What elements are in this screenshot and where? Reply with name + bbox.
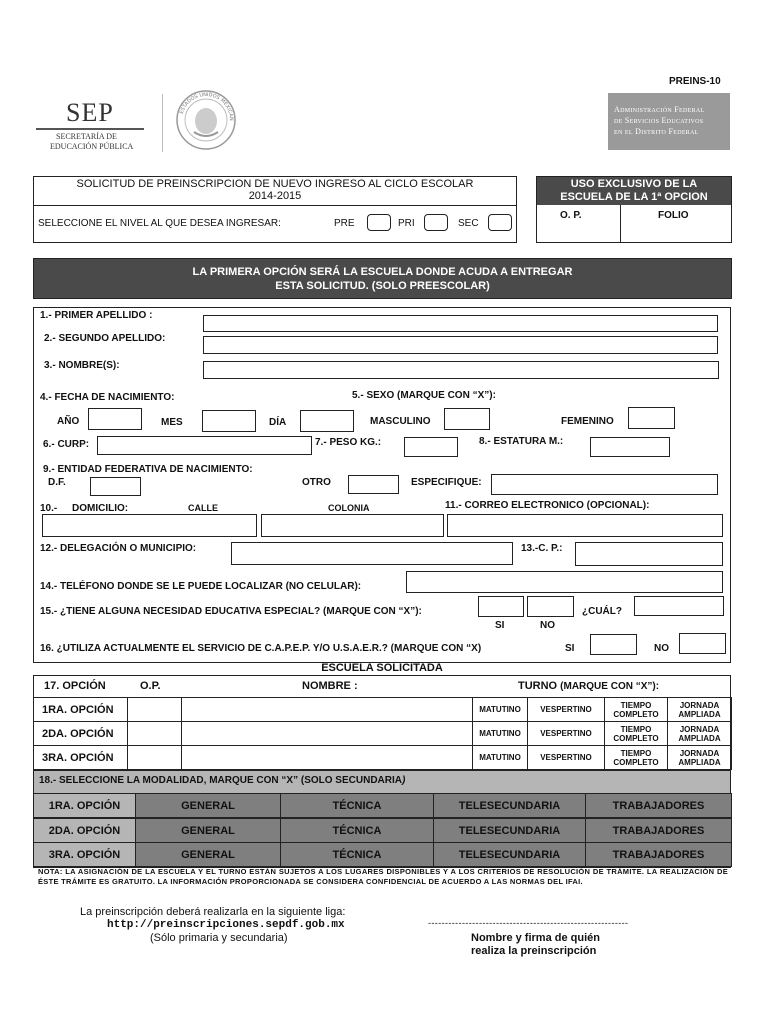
sep-logo [36, 98, 154, 154]
folio-label: FOLIO [658, 210, 689, 221]
link-note: (Sólo primaria y secundaria) [150, 932, 288, 944]
mexico-seal [174, 88, 238, 152]
school-row-vespertino[interactable]: VESPERTINO [527, 721, 605, 746]
school-row-jornada-ampliada[interactable] [667, 721, 732, 746]
modality-title-bar [34, 771, 730, 793]
instruction-banner [33, 258, 732, 299]
level-pri-checkbox[interactable] [424, 214, 448, 231]
mes-input[interactable] [202, 410, 256, 432]
school-row-label: 3RA. OPCIÓN [33, 745, 128, 770]
anio-input[interactable] [88, 408, 142, 430]
exclusive-divider [620, 205, 621, 243]
necesidad-no-checkbox[interactable] [527, 596, 574, 617]
capep-si-checkbox[interactable] [590, 634, 637, 655]
sep-logo-rule [36, 128, 144, 130]
level-prompt: SELECCIONE EL NIVEL AL QUE DESEA INGRESAR: [38, 218, 281, 229]
modality-tecnica[interactable]: TÉCNICA [280, 818, 434, 843]
admin-federal-logo [608, 93, 730, 150]
primer-apellido-input[interactable] [203, 315, 718, 332]
banner-line1: LA PRIMERA OPCIÓN SERÁ LA ESCUELA DONDE ACUDA A ENTREGAR [192, 266, 573, 278]
delegacion-input[interactable] [231, 542, 513, 565]
school-row-op-input[interactable] [127, 745, 182, 770]
school-row-jornada-ampliada-line1: JORNADA [679, 748, 720, 758]
school-row-jornada-ampliada-line2: AMPLIADA [678, 733, 721, 743]
exclusive-line2: ESCUELA DE LA 1ª OPCION [560, 191, 708, 203]
school-row-jornada-ampliada[interactable] [667, 745, 732, 770]
peso-input[interactable] [404, 437, 458, 457]
turno-header [518, 680, 659, 692]
nombre-header: NOMBRE : [302, 680, 358, 692]
masculino-checkbox[interactable] [444, 408, 490, 430]
necesidad-si-checkbox[interactable] [478, 596, 524, 617]
school-row-jornada-ampliada-line1: JORNADA [679, 700, 720, 710]
escuela-solicitada-title: ESCUELA SOLICITADA [321, 662, 443, 674]
form-title-line2: 2014-2015 [248, 190, 302, 202]
capep-no-label: NO [654, 643, 669, 654]
school-row-jornada-ampliada-line2: AMPLIADA [678, 757, 721, 767]
school-row-tiempo-completo[interactable] [604, 721, 668, 746]
school-row-nombre-input[interactable] [181, 697, 473, 722]
svg-text:ESTADOS UNIDOS MEXICANOS: ESTADOS UNIDOS MEXICAN [178, 91, 235, 121]
level-pre-checkbox[interactable] [367, 214, 391, 231]
curp-label: 6.- CURP: [43, 439, 90, 450]
mes-label: MES [161, 417, 183, 428]
modality-telesecundaria[interactable]: TELESECUNDARIA [433, 842, 586, 867]
cp-label: 13.-C. P.: [521, 543, 563, 554]
sep-logo-subtitle-1: SECRETARÍA DE [56, 132, 117, 141]
curp-input[interactable] [97, 436, 312, 455]
femenino-checkbox[interactable] [628, 407, 675, 429]
peso-label: 7.- PESO KG.: [315, 437, 382, 448]
level-pri-label: PRI [398, 218, 415, 229]
level-sec-checkbox[interactable] [488, 214, 512, 231]
school-row-jornada-ampliada-line1: JORNADA [679, 724, 720, 734]
calle-label: CALLE [188, 503, 218, 513]
necesidad-si-label: SI [495, 620, 505, 631]
turno-header-note: (MARQUE CON “X”): [560, 681, 660, 692]
school-row-tiempo-completo-line2: COMPLETO [613, 733, 659, 743]
telefono-label: 14.- TELÉFONO DONDE SE LE PUEDE LOCALIZAR (NO CELULAR): [40, 581, 362, 592]
school-row-tiempo-completo-line1: TIEMPO [620, 724, 652, 734]
modality-title-end: ) [401, 775, 406, 786]
telefono-input[interactable] [406, 571, 723, 593]
sep-logo-text: SEP [66, 98, 114, 127]
modality-trabajadores[interactable]: TRABAJADORES [585, 818, 732, 843]
domicilio-number: 10.- [40, 503, 58, 514]
nombre-input[interactable] [203, 361, 719, 379]
admin-line-1: Administración Federal [614, 105, 705, 114]
estatura-input[interactable] [590, 437, 670, 457]
modality-general[interactable]: GENERAL [135, 818, 281, 843]
fecha-nacimiento-label: 4.- FECHA DE NACIMIENTO: [40, 392, 175, 403]
cual-label: ¿CUÁL? [582, 606, 622, 617]
op-label: O. P. [560, 210, 582, 221]
segundo-apellido-input[interactable] [203, 336, 718, 354]
footer-note: NOTA: LA ASIGNACIÓN DE LA ESCUELA Y EL TURNO ESTÁN SUJETOS A LOS LUGARES DISPONIBLES Y A LOS CRITERIOS DE RESOLUCIÓN DE TRÁMITE. LA REALIZACIÓN DE ÉSTE TRÁMITE ES GRATUITO. LA INFORMACIÓN PROPORCIONADA SE CONSIDERA CONFIDENCIAL DE ACUERDO A LAS NORMAS DEL IFAI. [38, 867, 728, 886]
banner-line2: ESTA SOLICITUD. (SOLO PREESCOLAR) [275, 280, 490, 292]
form-code: PREINS-10 [669, 76, 721, 87]
exclusive-header [537, 177, 731, 205]
df-checkbox[interactable] [90, 477, 141, 496]
estatura-label: 8.- ESTATURA M.: [479, 436, 564, 447]
signature-line: ----------------------------------------------------------- [428, 918, 629, 928]
modality-trabajadores[interactable]: TRABAJADORES [585, 793, 732, 818]
school-row-matutino[interactable]: MATUTINO [472, 697, 528, 722]
dia-input[interactable] [300, 410, 354, 432]
capep-no-checkbox[interactable] [679, 633, 726, 654]
anio-label: AÑO [57, 416, 80, 427]
school-row-op-input[interactable] [127, 697, 182, 722]
modality-telesecundaria[interactable]: TELESECUNDARIA [433, 818, 586, 843]
delegacion-label: 12.- DELEGACIÓN O MUNICIPIO: [40, 543, 197, 554]
sexo-label: 5.- SEXO (MARQUE CON “X”): [352, 390, 496, 401]
school-row-matutino[interactable]: MATUTINO [472, 721, 528, 746]
necesidad-no-label: NO [540, 620, 555, 631]
modality-tecnica[interactable]: TÉCNICA [280, 793, 434, 818]
especifique-input[interactable] [491, 474, 718, 495]
masculino-label: MASCULINO [370, 416, 431, 427]
logo-divider [162, 94, 163, 152]
school-row-tiempo-completo[interactable] [604, 697, 668, 722]
nombre-label: 3.- NOMBRE(S): [44, 360, 120, 371]
school-row-tiempo-completo[interactable] [604, 745, 668, 770]
school-row-tiempo-completo-line2: COMPLETO [613, 709, 659, 719]
school-row-nombre-input[interactable] [181, 721, 473, 746]
especifique-label: ESPECIFIQUE: [411, 477, 482, 488]
primer-apellido-label: 1.- PRIMER APELLIDO : [40, 310, 153, 321]
modality-general[interactable]: GENERAL [135, 793, 281, 818]
colonia-input[interactable] [261, 514, 444, 537]
segundo-apellido-label: 2.- SEGUNDO APELLIDO: [44, 333, 166, 344]
capep-label: 16. ¿UTILIZA ACTUALMENTE EL SERVICIO DE C.A.P.E.P. Y/O U.S.A.E.R.? (MARQUE CON “X) [40, 643, 482, 654]
modality-row-label: 1RA. OPCIÓN [33, 793, 136, 818]
femenino-label: FEMENINO [561, 416, 614, 427]
cp-input[interactable] [575, 542, 723, 566]
school-row-jornada-ampliada[interactable] [667, 697, 732, 722]
modality-row-label: 3RA. OPCIÓN [33, 842, 136, 867]
sep-logo-subtitle-2: EDUCACIÓN PÚBLICA [50, 142, 134, 151]
school-row-vespertino[interactable]: VESPERTINO [527, 745, 605, 770]
entidad-label: 9.- ENTIDAD FEDERATIVA DE NACIMIENTO: [43, 464, 253, 475]
domicilio-label: DOMICILIO: [72, 503, 129, 514]
colonia-label: COLONIA [328, 503, 370, 513]
modality-trabajadores[interactable]: TRABAJADORES [585, 842, 732, 867]
level-sec-label: SEC [458, 218, 479, 229]
modality-tecnica[interactable]: TÉCNICA [280, 842, 434, 867]
turno-header-text: TURNO [518, 680, 558, 692]
form-title-line1: SOLICITUD DE PREINSCRIPCION DE NUEVO INGRESO AL CICLO ESCOLAR [76, 178, 474, 190]
form-title [33, 178, 517, 202]
admin-line-3: en el Distrito Federal [614, 127, 699, 136]
dia-label: DÍA [269, 417, 287, 428]
school-row-tiempo-completo-line2: COMPLETO [613, 757, 659, 767]
otro-label: OTRO [302, 477, 331, 488]
capep-si-label: SI [565, 643, 575, 654]
opcion-header: 17. OPCIÓN [44, 680, 106, 692]
school-row-label: 1RA. OPCIÓN [33, 697, 128, 722]
preinscription-link[interactable]: http://preinscripciones.sepdf.gob.mx [107, 919, 345, 931]
df-label: D.F. [48, 477, 66, 488]
school-row-jornada-ampliada-line2: AMPLIADA [678, 709, 721, 719]
modality-telesecundaria[interactable]: TELESECUNDARIA [433, 793, 586, 818]
otro-checkbox[interactable] [348, 475, 399, 494]
school-row-tiempo-completo-line1: TIEMPO [620, 748, 652, 758]
exclusive-line1: USO EXCLUSIVO DE LA [570, 178, 698, 190]
necesidad-label: 15.- ¿TIENE ALGUNA NECESIDAD EDUCATIVA ESPECIAL? (MARQUE CON “X”): [40, 606, 422, 617]
level-pre-label: PRE [334, 218, 355, 229]
school-row-vespertino[interactable]: VESPERTINO [527, 697, 605, 722]
op-header: O.P. [140, 680, 161, 692]
cual-input[interactable] [634, 596, 724, 616]
school-row-op-input[interactable] [127, 721, 182, 746]
school-row-matutino[interactable]: MATUTINO [472, 745, 528, 770]
signature-caption-1: Nombre y firma de quién [471, 932, 600, 944]
correo-label: 11.- CORREO ELECTRONICO (OPCIONAL): [445, 500, 650, 511]
admin-line-2: de Servicios Educativos [614, 116, 704, 125]
modality-row-label: 2DA. OPCIÓN [33, 818, 136, 843]
school-row-label: 2DA. OPCIÓN [33, 721, 128, 746]
modality-title: 18.- SELECCIONE LA MODALIDAD, MARQUE CON “X” (SOLO SECUNDARIA [39, 775, 402, 786]
modality-general[interactable]: GENERAL [135, 842, 281, 867]
calle-input[interactable] [42, 514, 257, 537]
correo-input[interactable] [447, 514, 723, 537]
title-divider [33, 205, 517, 206]
school-row-nombre-input[interactable] [181, 745, 473, 770]
signature-caption-2: realiza la preinscripción [471, 945, 597, 957]
school-row-tiempo-completo-line1: TIEMPO [620, 700, 652, 710]
link-intro: La preinscripción deberá realizarla en la siguiente liga: [80, 906, 346, 918]
